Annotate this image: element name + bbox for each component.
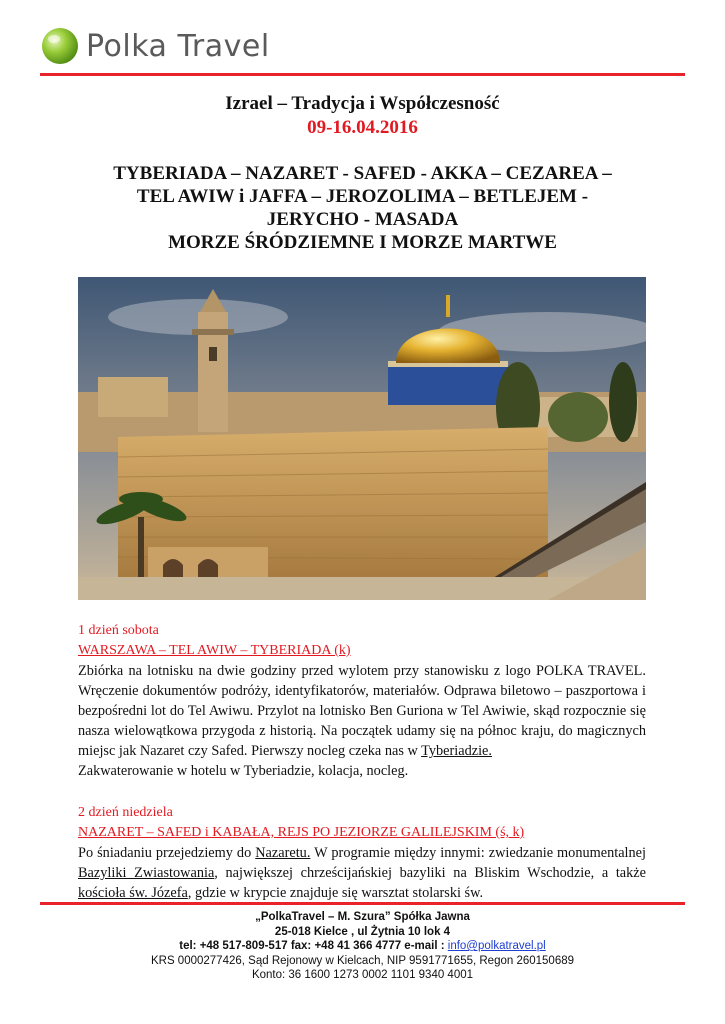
brand-name: Polka Travel <box>86 28 270 64</box>
contact-phones: tel: +48 517-809-517 fax: +48 41 366 4777 e-mail : <box>179 940 448 952</box>
day-1-description <box>78 661 646 781</box>
tour-dates: 09-16.04.2016 <box>307 117 418 138</box>
nazaret-link: Nazaretu. <box>255 845 311 861</box>
day-1-heading: 1 dzień sobota <box>78 623 159 638</box>
tyberiada-link: Tyberiadzie. <box>421 743 492 759</box>
day-2-text: Po śniadaniu przejedziemy do <box>78 845 256 861</box>
email-link[interactable]: info@polkatravel.pl <box>447 940 546 952</box>
bazylika-link: Bazyliki Zwiastowania <box>78 865 215 881</box>
route-line: TYBERIADA – NAZARET - SAFED - AKKA – CEZAREA – <box>113 163 612 184</box>
bank-account: Konto: 36 1600 1273 0002 1101 9340 4001 <box>251 969 474 981</box>
day-1-route: WARSZAWA – TEL AWIW – TYBERIADA (k) <box>78 643 351 658</box>
company-contact <box>0 939 725 954</box>
brand-logo <box>40 26 270 66</box>
company-address: 25-018 Kielce , ul Żytnia 10 lok 4 <box>274 925 451 938</box>
day-2-text: , gdzie w krypcie znajduje się warsztat stolarski św. <box>187 885 484 901</box>
bottom-divider <box>40 902 685 905</box>
day-2-heading: 2 dzień niedziela <box>78 805 173 820</box>
company-name: „PolkaTravel – M. Szura” Spółka Jawna <box>255 911 470 923</box>
day-1-accommodation: Zakwaterowanie w hotelu w Tyberiadzie, kolacja, nocleg. <box>78 763 409 779</box>
route-line: MORZE ŚRÓDZIEMNE I MORZE MARTWE <box>168 232 557 253</box>
day-2-text: , największej chrześcijańskiej bazyliki na Bliskim Wschodzie, a także <box>214 865 646 881</box>
route-list <box>0 162 725 254</box>
tour-title: Izrael – Tradycja i Współczesność <box>225 93 500 114</box>
top-divider <box>40 73 685 76</box>
company-registry: KRS 0000277426, Sąd Rejonowy w Kielcach, NIP 9591771655, Regon 260150689 <box>150 954 575 967</box>
day-1-text: Zbiórka na lotnisku na dwie godziny przed wylotem przy stanowisku z logo POLKA TRAVEL. Wręczenie dokumentów podróży, identyfikatorów, materiałów. Odprawa biletowo – paszportowa i bezpośredni lot do Tel Awiwu. Przylot na lotnisko Ben Guriona w Tel Awiwie, skąd rozpocznie się nasza wielowątkowa przygoda z historią. Na początek udamy się na północ kraju, do magicznych miejsc jak Nazaret czy Safed. Pierwszy nocleg czeka nas w <box>78 663 646 759</box>
route-line: JERYCHO - MASADA <box>266 209 459 230</box>
day-2-text: W programie między innymi: zwiedzanie monumentalnej <box>310 845 646 861</box>
title-block <box>0 92 725 254</box>
logo-ball-icon <box>40 26 80 66</box>
day-2-description <box>78 843 646 903</box>
kosciol-link: kościoła św. Józefa <box>78 885 188 901</box>
day-2-route: NAZARET – SAFED i KABAŁA, REJS PO JEZIORZE GALILEJSKIM (ś, k) <box>78 825 525 840</box>
itinerary <box>78 621 646 903</box>
company-footer <box>0 910 725 983</box>
jerusalem-photo <box>78 277 646 600</box>
route-line: TEL AWIW i JAFFA – JEROZOLIMA – BETLEJEM - <box>136 186 589 207</box>
